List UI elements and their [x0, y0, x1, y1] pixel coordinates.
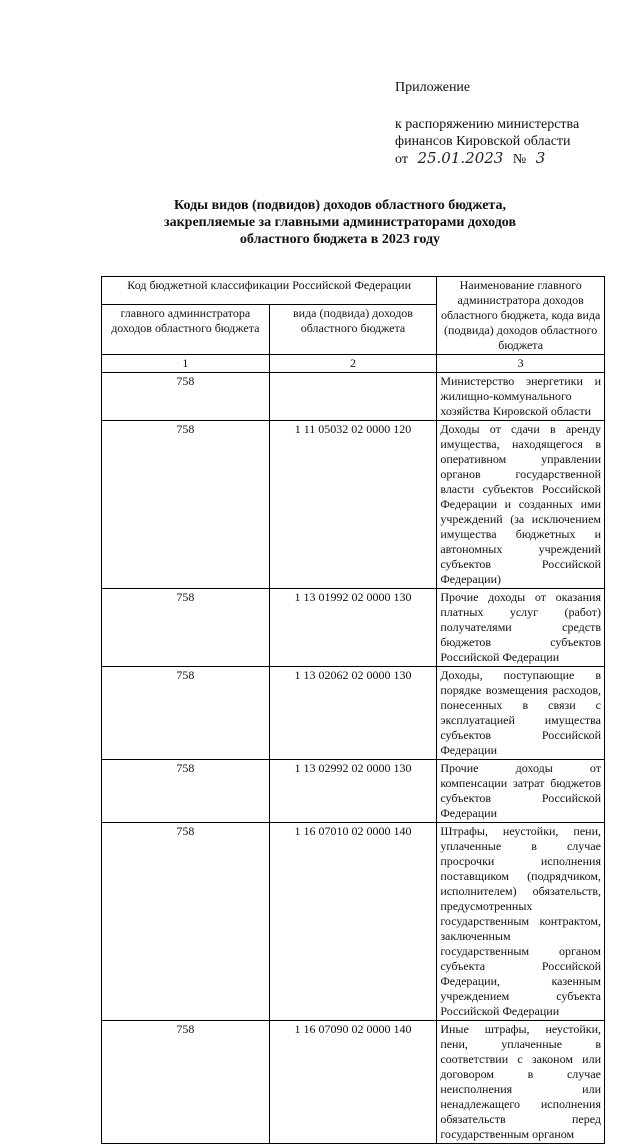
- revenue-name: Прочие доходы от оказания платных услуг (работ) получателями средств бюджетов субъектов Российской Федерации: [437, 589, 605, 667]
- admin-code: 758: [102, 667, 270, 760]
- heading-line-1: Коды видов (подвидов) доходов областного бюджета,: [174, 198, 506, 213]
- document-heading: [120, 197, 560, 248]
- admin-code: 758: [102, 589, 270, 667]
- revenue-code: 1 13 02992 02 0000 130: [269, 760, 437, 823]
- header-classification: Код бюджетной классификации Российской Федерации: [102, 277, 437, 305]
- table-row: [102, 667, 605, 760]
- admin-code: 758: [102, 1021, 270, 1144]
- from-label: от: [395, 152, 408, 167]
- revenue-name: Прочие доходы от компенсации затрат бюджетов субъектов Российской Федерации: [437, 760, 605, 823]
- table-row: [102, 589, 605, 667]
- revenue-code: 1 13 02062 02 0000 130: [269, 667, 437, 760]
- table-row: [102, 373, 605, 421]
- admin-code: 758: [102, 760, 270, 823]
- handwritten-number: 3: [535, 149, 546, 167]
- appendix-line-1: к распоряжению министерства: [395, 117, 580, 132]
- table-row: [102, 1021, 605, 1144]
- appendix-block: [395, 79, 579, 168]
- revenue-codes-table: [101, 276, 605, 1144]
- header-name: Наименование главного администратора доходов областного бюджета, кода вида (подвида) доходов областного бюджета: [437, 277, 605, 355]
- number-label: №: [512, 152, 527, 167]
- revenue-name: Штрафы, неустойки, пени, уплаченные в случае просрочки исполнения поставщиком (подрядчиком, исполнителем) обязательств, предусмотренных государственным контрактом, заключенным государственным органом субъекта Российской Федерации, казенным учреждением субъекта Российской Федерации: [437, 823, 605, 1021]
- column-number: 3: [437, 355, 605, 373]
- subheader-admin: главного администратора доходов областного бюджета: [102, 304, 270, 354]
- table-row: [102, 421, 605, 589]
- table-row: [102, 823, 605, 1021]
- heading-line-3: областного бюджета в 2023 году: [239, 232, 441, 247]
- header-row: [102, 277, 605, 305]
- appendix-line-2: финансов Кировской области: [395, 134, 571, 149]
- revenue-name: Доходы, поступающие в порядке возмещения расходов, понесенных в связи с эксплуатацией имущества субъектов Российской Федерации: [437, 667, 605, 760]
- admin-code: 758: [102, 373, 270, 421]
- revenue-code: 1 16 07090 02 0000 140: [269, 1021, 437, 1144]
- revenue-name: Доходы от сдачи в аренду имущества, находящегося в оперативном управлении органов государственной власти субъектов Российской Федерации и созданных ими учреждений (за исключением имущества бюджетных и автономных учреждений субъектов Российской Федерации): [437, 421, 605, 589]
- appendix-date-line: [395, 150, 579, 168]
- revenue-name: Министерство энергетики и жилищно-коммунального хозяйства Кировской области: [437, 373, 605, 421]
- admin-code: 758: [102, 823, 270, 1021]
- column-number-row: [102, 355, 605, 373]
- revenue-code: 1 11 05032 02 0000 120: [269, 421, 437, 589]
- column-number: 1: [102, 355, 270, 373]
- revenue-code: [269, 373, 437, 421]
- revenue-code: 1 16 07010 02 0000 140: [269, 823, 437, 1021]
- admin-code: 758: [102, 421, 270, 589]
- column-number: 2: [269, 355, 437, 373]
- revenue-name: Иные штрафы, неустойки, пени, уплаченные в соответствии с законом или договором в случае неисполнения или ненадлежащего исполнения обязательств перед государственным органом: [437, 1021, 605, 1144]
- revenue-code: 1 13 01992 02 0000 130: [269, 589, 437, 667]
- appendix-title: Приложение: [395, 80, 471, 95]
- heading-line-2: закрепляемые за главными администраторами доходов: [163, 215, 517, 230]
- subheader-type: вида (подвида) доходов областного бюджета: [269, 304, 437, 354]
- handwritten-date: 25.01.2023: [417, 149, 504, 167]
- table-row: [102, 760, 605, 823]
